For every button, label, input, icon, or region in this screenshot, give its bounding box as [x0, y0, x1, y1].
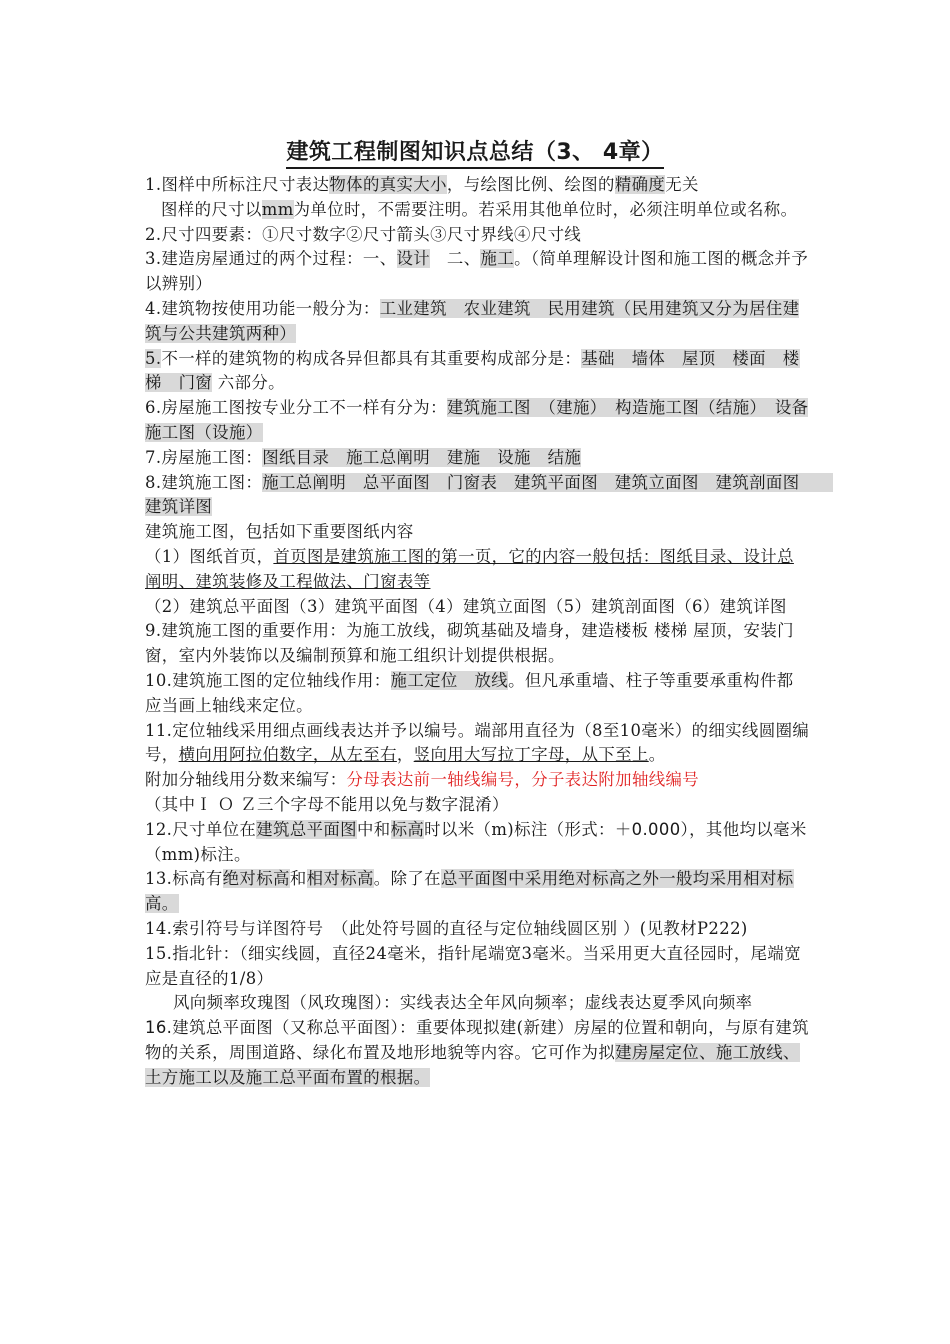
text: 不一样的建筑物的构成各异但都具有其重要构成部分是： [161, 348, 582, 368]
text: 10.建筑施工图的定位轴线作用： [145, 670, 391, 690]
text: 建筑总平面图（又称总平面图）：重要体现拟建(新建）房屋的位置和朝向，与原有建筑物的关系，周围道路、绿化布置及地形地貌等内容。它可作为拟 [145, 1018, 809, 1062]
item-9: 9.建筑施工图的重要作用：为施工放线，砌筑基础及墙身，建造楼板 楼梯 屋顶，安装门窗，室内外装饰以及编制预算和施工组织计划提供根据。 [145, 621, 794, 666]
text: （1）图纸首页， [145, 546, 274, 566]
red-text: 分母表达前一轴线编号，分子表达附加轴线编号 [346, 770, 700, 790]
item-14: 14.索引符号与详图符号 （此处符号圆的直径与定位轴线圆区别 ）(见教材P222) [145, 918, 748, 938]
text: 12.尺寸单位在 [145, 819, 257, 839]
item-4 [145, 297, 810, 347]
item-12 [145, 818, 810, 868]
item-number: 16. [145, 1018, 173, 1038]
text: 4.建筑物按使用功能一般分为： [145, 298, 380, 318]
item-6 [145, 396, 810, 446]
title-text: 建筑工程制图知识点总结（3、 4章） [286, 140, 663, 169]
highlight: 建房屋定位、施工放线、土方施工以及施工总平面布置的根据。 [145, 1042, 800, 1087]
text: ），其他均以毫米（mm)标注。 [145, 819, 807, 864]
text: 11.定位轴线采用细点画线表达并予以编号。端部用直径为（8至10毫米）的细实线圆圈编号， [145, 720, 810, 765]
elevation-value: ＋0.000 [614, 819, 681, 839]
item-8 [145, 471, 834, 521]
text: 图样的尺寸以 [161, 199, 262, 219]
item-1 [145, 173, 810, 198]
text: 13.标高有 [145, 869, 223, 889]
highlight: 建筑施工图 （建施） 构造施工图（结施） 设备施工图（设施） [145, 398, 809, 442]
highlight: 绝对标高 [222, 869, 290, 889]
item-16 [145, 1016, 810, 1090]
highlight: 精确度 [614, 175, 666, 194]
text: 六部分。 [217, 373, 285, 393]
item-2: 2.尺寸四要素：①尺寸数字②尺寸箭头③尺寸界线④尺寸线 [145, 224, 582, 244]
underlined: 竖向用大写拉丁字母，从下至上 [413, 745, 649, 765]
item-8-sub-2: （2）建筑总平面图（3）建筑平面图（4）建筑立面图（5）建筑剖面图（6）建筑详图 [145, 596, 787, 616]
text: 附加分轴线用分数来编写： [145, 770, 347, 790]
highlight: 图纸目录 施工总阐明 建施 设施 结施 [262, 447, 582, 467]
highlight: 工业建筑 农业建筑 民用建筑（民用建筑又分为居住建筑与公共建筑两种） [145, 298, 800, 343]
text: 8.建筑施工图： [145, 472, 263, 492]
highlight: mm [261, 199, 294, 219]
highlight: 5. [145, 348, 162, 368]
highlight: 总平面图中采用绝对标高之外一般均采用相对标高。 [145, 869, 794, 914]
document-body [145, 173, 834, 1090]
item-11-axis-note [145, 768, 810, 793]
highlight: 标高 [390, 819, 425, 839]
text: 中和 [356, 819, 391, 839]
highlight: 基础 墙体 屋顶 楼面 楼梯 门窗 [145, 348, 800, 393]
item-11 [145, 719, 810, 769]
text: 二、 [430, 249, 481, 269]
text: 时以米（m)标注（形式： [424, 819, 615, 839]
item-1-note [145, 198, 810, 223]
highlight: 施工总阐明 总平面图 门窗表 建筑平面图 建筑立面图 建筑剖面图 建筑详图 [145, 472, 834, 517]
item-5 [145, 347, 810, 397]
item-15: 15.指北针：（细实线圆，直径24毫米，指针尾端宽3毫米。当采用更大直径园时，尾端宽应是直径的1/8） [145, 943, 802, 988]
highlight: 施工 [480, 249, 515, 269]
text: ， [396, 745, 414, 765]
text: 。但凡承重墙、柱子等重要承重构件都应当画上轴线来定位。 [145, 670, 794, 715]
text: 和 [289, 869, 307, 889]
text: 。（简单理解设计图和施工图的概念并予以辨别） [145, 249, 809, 294]
text: 3.建造房屋通过的两个过程：一、 [145, 249, 397, 269]
text: 。 [648, 745, 666, 765]
highlight: 物体的真实大小 [329, 175, 447, 194]
item-15-wind-rose: 风向频率玫瑰图（风玫瑰图）：实线表达全年风向频率；虚线表达夏季风向频率 [173, 993, 753, 1013]
document-title [0, 135, 950, 166]
text: 无关 [665, 175, 699, 194]
text: 为单位时，不需要注明。若采用其他单位时，必须注明单位或名称。 [293, 199, 798, 219]
item-7 [145, 446, 810, 471]
underlined: 首页图是建筑施工图的第一页，它的内容一般包括：图纸目录、设计总阐明、建筑装修及工程做法、门窗表等 [145, 546, 794, 591]
item-3 [145, 247, 810, 297]
text: 6.房屋施工图按专业分工不一样有分为： [145, 398, 447, 418]
highlight: 设计 [396, 249, 431, 269]
highlight: 相对标高 [306, 869, 374, 889]
text: 7.房屋施工图： [145, 447, 263, 467]
text: 1.图样中所标注尺寸表达 [145, 175, 330, 194]
item-11-letters-note: （其中Ｉ Ｏ Ｚ三个字母不能用以免与数字混淆） [145, 794, 509, 814]
text: 。除了在 [373, 869, 441, 889]
text: ，与绘图比例、绘图的 [446, 175, 615, 194]
item-13 [145, 867, 810, 917]
highlight: 施工定位 放线 [390, 670, 509, 690]
item-8-sub-1 [145, 545, 810, 595]
item-10 [145, 669, 810, 719]
highlight: 建筑总平面图 [256, 819, 357, 839]
underlined: 横向用阿拉伯数字，从左至右 [178, 745, 397, 765]
item-8-intro: 建筑施工图，包括如下重要图纸内容 [145, 522, 414, 542]
